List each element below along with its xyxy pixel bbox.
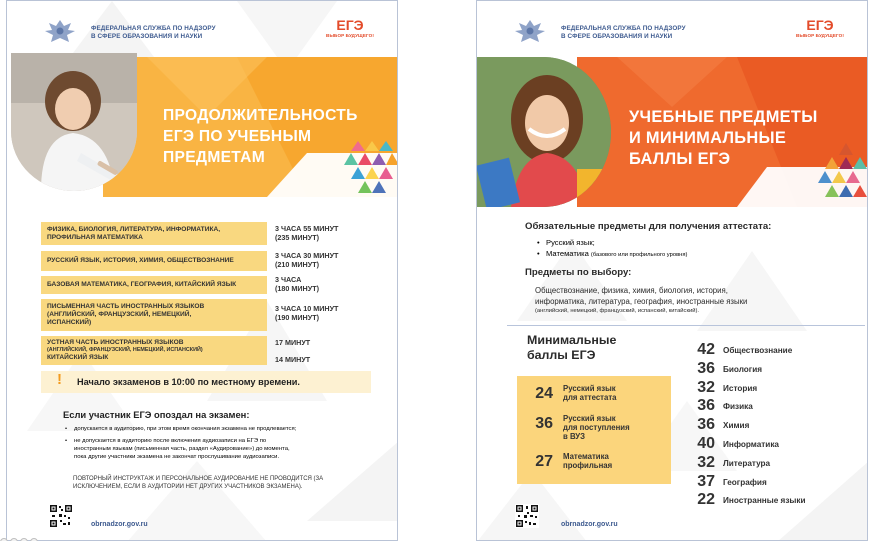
mandatory-item-2: • Математика (базового или профильного уровня) <box>537 248 687 261</box>
qr-code-icon <box>515 504 539 528</box>
key-score-1-label: Русский язык для аттестата <box>563 384 617 402</box>
page-title <box>163 105 358 168</box>
eagle-emblem-icon <box>511 17 549 47</box>
subject-score-value: 32 <box>697 378 715 396</box>
subject-score-value: 37 <box>697 472 715 490</box>
subject-score-value: 40 <box>697 435 715 452</box>
duration-row-4-label: ПИСЬМЕННАЯ ЧАСТЬ ИНОСТРАННЫХ ЯЗЫКОВ (АНГЛИЙСКИЙ, ФРАНЦУЗСКИЙ, НЕМЕЦКИЙ, ИСПАНСКИЙ) <box>41 299 267 331</box>
subject-score-value: 32 <box>697 453 715 471</box>
mandatory-heading: Обязательные предметы для получения аттестата: <box>525 221 772 232</box>
triangle-pattern-icon <box>813 143 868 203</box>
ege-slogan: ВЫБОР БУДУЩЕГО! <box>796 33 844 38</box>
footer-url[interactable]: obrnadzor.gov.ru <box>561 521 618 528</box>
agency-line-1: ФЕДЕРАЛЬНАЯ СЛУЖБА ПО НАДЗОРУ <box>91 25 216 32</box>
subject-score-label: Иностранные языки <box>723 496 806 506</box>
subject-score-value: 42 <box>697 341 715 358</box>
page-title <box>629 107 818 170</box>
ege-logo-icon <box>323 17 377 49</box>
ege-mark: ЕГЭ <box>336 17 364 33</box>
key-score-1-value: 24 <box>535 385 553 402</box>
poster-exam-duration <box>6 0 398 541</box>
subject-score-label: География <box>723 477 767 487</box>
key-score-3-value: 27 <box>535 453 553 470</box>
key-score-2-label: Русский язык для поступления в ВУЗ <box>563 414 630 441</box>
agency-name <box>561 25 686 41</box>
ege-logo-icon <box>793 17 847 49</box>
footer-url[interactable]: obrnadzor.gov.ru <box>91 521 148 528</box>
duration-row-1-label: ФИЗИКА, БИОЛОГИЯ, ЛИТЕРАТУРА, ИНФОРМАТИКА, ПРОФИЛЬНАЯ МАТЕМАТИКА <box>41 222 267 245</box>
min-scores-heading: Минимальные баллы ЕГЭ <box>527 333 617 362</box>
agency-line-1: ФЕДЕРАЛЬНАЯ СЛУЖБА ПО НАДЗОРУ <box>561 25 686 32</box>
poster-minimum-scores <box>476 0 868 541</box>
subject-score-label: Физика <box>723 402 753 412</box>
agency-line-2: В СФЕРЕ ОБРАЗОВАНИЯ И НАУКИ <box>561 33 673 40</box>
duration-row-3-value: 3 ЧАСА (180 МИНУТ) <box>275 275 319 293</box>
subject-score-value: 22 <box>697 491 715 509</box>
elective-heading: Предметы по выбору: <box>525 267 632 278</box>
duration-row-2-label: РУССКИЙ ЯЗЫК, ИСТОРИЯ, ХИМИЯ, ОБЩЕСТВОЗНАНИЕ <box>41 251 267 271</box>
section-divider <box>507 325 865 326</box>
duration-row-6-value: 14 МИНУТ <box>275 355 311 364</box>
subject-score-label: История <box>723 383 758 393</box>
late-heading: Если участник ЕГЭ опоздал на экзамен: <box>63 409 250 420</box>
subject-score-label: Химия <box>723 421 750 431</box>
title-line-1: ПРОДОЛЖИТЕЛЬНОСТЬ <box>163 107 358 124</box>
header <box>511 17 853 49</box>
eagle-emblem-icon <box>41 17 79 47</box>
subject-score-label: Литература <box>723 458 771 468</box>
start-time-text: Начало экзаменов в 10:00 по местному времени. <box>77 377 300 387</box>
elective-list: Обществознание, физика, химия, биология, история, информатика, литература, география, иностранные языки (английский, немецкий, французский, испанский, китайский). <box>535 286 748 314</box>
mandatory-item-1: • Русский язык; <box>537 237 687 248</box>
late-rules-list <box>65 425 375 461</box>
subject-score-value: 36 <box>697 416 715 434</box>
duration-row-4-value: 3 ЧАСА 10 МИНУТ (190 МИНУТ) <box>275 304 339 322</box>
subject-score-value: 36 <box>697 397 715 415</box>
duration-row-2-value: 3 ЧАСА 30 МИНУТ (210 МИНУТ) <box>275 251 339 269</box>
title-line-3: БАЛЛЫ ЕГЭ <box>629 150 731 168</box>
student-photo <box>11 53 137 191</box>
late-rule-1: • допускается в аудиторию, при этом время окончания экзамена не продлевается; <box>65 425 375 433</box>
subject-score-label: Обществознание <box>723 346 793 355</box>
header <box>41 17 383 49</box>
student-photo <box>477 57 611 207</box>
duration-row-5-value: 17 МИНУТ <box>275 338 311 347</box>
ege-mark: ЕГЭ <box>806 17 834 33</box>
agency-line-2: В СФЕРЕ ОБРАЗОВАНИЯ И НАУКИ <box>91 33 203 40</box>
viewer-controls <box>0 533 60 541</box>
key-score-3-label: Математика профильная <box>563 452 613 470</box>
subject-score-label: Биология <box>723 364 763 374</box>
ege-slogan: ВЫБОР БУДУЩЕГО! <box>326 33 374 38</box>
triangle-pattern-icon <box>341 141 398 197</box>
duration-row-5-label: УСТНАЯ ЧАСТЬ ИНОСТРАННЫХ ЯЗЫКОВ (АНГЛИЙСКИЙ, ФРАНЦУЗСКИЙ, НЕМЕЦКИЙ, ИСПАНСКИЙ) КИТАЙСКИЙ ЯЗЫК <box>41 336 267 365</box>
repeat-note: ПОВТОРНЫЙ ИНСТРУКТАЖ И ПЕРСОНАЛЬНОЕ АУДИРОВАНИЕ НЕ ПРОВОДИТСЯ (ЗА ИСКЛЮЧЕНИЕМ, ЕСЛИ В АУДИТОРИИ НЕТ ДРУГИХ УЧАСТНИКОВ ЭКЗАМЕНА). <box>73 476 324 490</box>
exclamation-icon: ! <box>57 371 62 388</box>
late-rule-2: • не допускается в аудиторию после включения аудиозаписи на ЕГЭ по иностранным языкам (письменная часть, раздел «Аудирование») до момента, пока другие участники экзамена не закончат прослушивание аудиозаписи. <box>65 437 375 461</box>
duration-row-3-label: БАЗОВАЯ МАТЕМАТИКА, ГЕОГРАФИЯ, КИТАЙСКИЙ ЯЗЫК <box>41 276 267 294</box>
qr-code-icon <box>49 504 73 528</box>
title-line-3: ПРЕДМЕТАМ <box>163 149 266 166</box>
subject-score-label: Информатика <box>723 440 779 449</box>
key-score-2-value: 36 <box>535 415 553 432</box>
mandatory-list <box>537 237 687 261</box>
title-line-2: И МИНИМАЛЬНЫЕ <box>629 129 787 147</box>
agency-name <box>91 25 216 41</box>
subject-score-value: 36 <box>697 359 715 377</box>
title-line-1: УЧЕБНЫЕ ПРЕДМЕТЫ <box>629 108 818 126</box>
title-line-2: ЕГЭ ПО УЧЕБНЫМ <box>163 128 312 145</box>
duration-row-1-value: 3 ЧАСА 55 МИНУТ (235 МИНУТ) <box>275 224 339 242</box>
